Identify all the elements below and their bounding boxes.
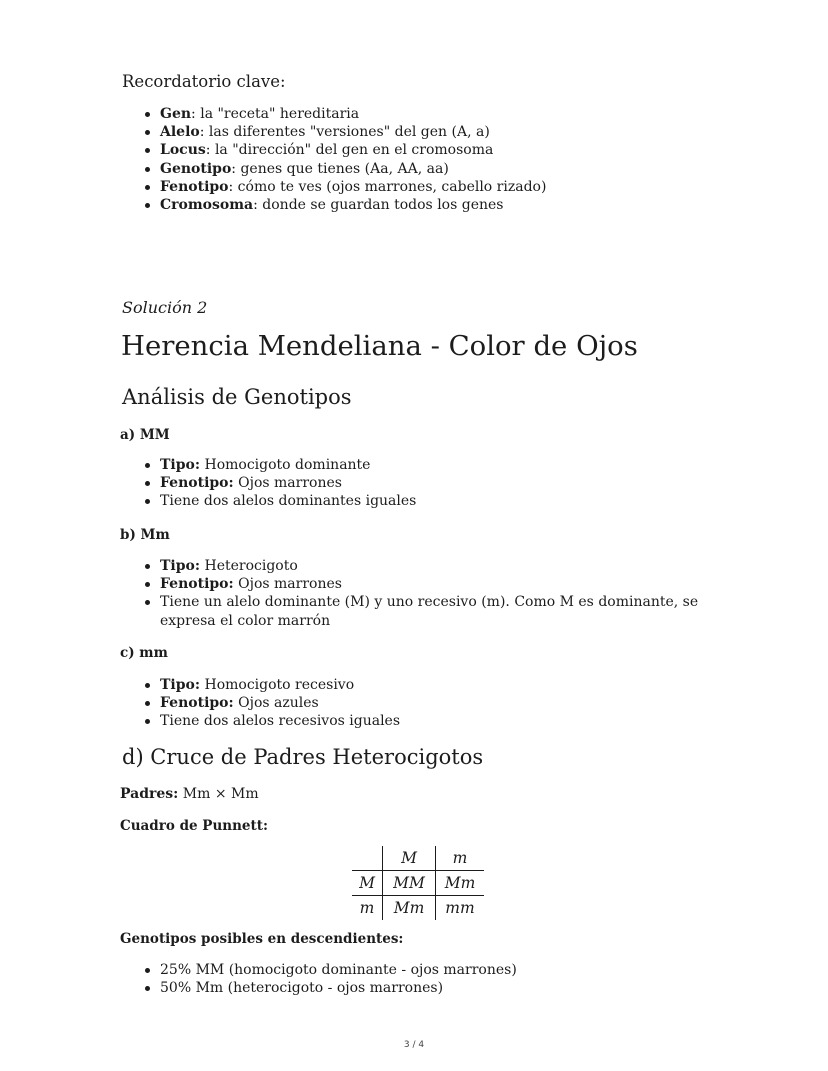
- list-item: [160, 105, 546, 123]
- page-title: Herencia Mendeliana - Color de Ojos: [121, 330, 638, 362]
- punnett-corner: [352, 846, 383, 871]
- fenotipo-value: Ojos azules: [233, 695, 319, 712]
- list-item: [160, 575, 705, 593]
- solucion-label: Solución 2: [122, 298, 208, 317]
- section-b-list: [160, 557, 705, 630]
- tipo-label: Tipo:: [160, 457, 201, 473]
- tipo-label: Tipo:: [160, 558, 201, 574]
- punnett-cell: mm: [436, 896, 485, 921]
- term: Fenotipo: [160, 178, 229, 195]
- punnett-col-header: m: [436, 846, 485, 871]
- fenotipo-label: Fenotipo:: [160, 576, 234, 593]
- list-item: Tiene un alelo dominante (M) y uno recesivo (m). Como M es dominante, se expresa el color marrón: [160, 593, 705, 629]
- definition: : cómo te ves (ojos marrones, cabello rizado): [228, 178, 547, 195]
- section-a-label: a) MM: [120, 427, 170, 443]
- fenotipo-value: Ojos marrones: [233, 475, 342, 492]
- recordatorio-title: Recordatorio clave:: [122, 72, 286, 91]
- list-item: 50% Mm (heterocigoto - ojos marrones): [160, 979, 517, 997]
- tipo-value: Homocigoto recesivo: [200, 677, 355, 693]
- punnett-cell: Mm: [383, 896, 436, 921]
- fenotipo-label: Fenotipo:: [160, 475, 234, 492]
- punnett-cell: MM: [383, 871, 436, 896]
- definition: : la "dirección" del gen en el cromosoma: [205, 142, 494, 159]
- section-a-list: [160, 456, 416, 511]
- list-item: [160, 178, 546, 196]
- definition: : la "receta" hereditaria: [191, 106, 360, 122]
- padres-label: Padres:: [120, 786, 179, 802]
- genotipos-list: [160, 961, 517, 997]
- punnett-square: [352, 846, 484, 920]
- list-item: [160, 456, 416, 474]
- list-item: [160, 676, 400, 694]
- section-c-label: c) mm: [120, 645, 168, 661]
- definition: : las diferentes "versiones" del gen (A, a): [199, 124, 490, 141]
- term: Alelo: [160, 124, 200, 141]
- fenotipo-label: Fenotipo:: [160, 695, 234, 712]
- tipo-value: Homocigoto dominante: [200, 457, 371, 473]
- analisis-heading: Análisis de Genotipos: [122, 385, 352, 409]
- list-item: 25% MM (homocigoto dominante - ojos marrones): [160, 962, 517, 978]
- term: Gen: [160, 106, 192, 122]
- definition: : donde se guardan todos los genes: [253, 197, 504, 214]
- list-item: [160, 123, 546, 141]
- list-item: [160, 196, 546, 214]
- punnett-label: Cuadro de Punnett:: [120, 818, 268, 834]
- fenotipo-value: Ojos marrones: [233, 576, 342, 593]
- term: Locus: [160, 142, 206, 159]
- punnett-row-header: m: [359, 899, 375, 917]
- cruce-heading: d) Cruce de Padres Heterocigotos: [122, 745, 484, 769]
- list-item: [160, 557, 705, 575]
- recordatorio-list: [160, 105, 546, 214]
- term: Cromosoma: [160, 197, 254, 214]
- punnett-row-header: M: [352, 871, 383, 896]
- punnett-cell: Mm: [436, 871, 485, 896]
- section-b-label: b) Mm: [120, 527, 170, 543]
- punnett-col-header: M: [383, 846, 436, 871]
- list-item: Tiene dos alelos recesivos iguales: [160, 713, 401, 730]
- tipo-label: Tipo:: [160, 677, 201, 693]
- list-item: [160, 694, 400, 712]
- padres-line: [120, 786, 259, 802]
- page-number: 3 / 4: [403, 1040, 425, 1050]
- genotipos-label: Genotipos posibles en descendientes:: [120, 931, 404, 947]
- padres-value: Mm × Mm: [178, 786, 259, 802]
- tipo-value: Heterocigoto: [200, 558, 298, 574]
- list-item: [160, 474, 416, 492]
- list-item: [160, 160, 546, 178]
- list-item: [160, 141, 546, 159]
- term: Genotipo: [160, 160, 232, 177]
- definition: : genes que tienes (Aa, AA, aa): [231, 160, 449, 177]
- section-c-list: [160, 676, 400, 731]
- list-item: Tiene dos alelos dominantes iguales: [160, 493, 417, 510]
